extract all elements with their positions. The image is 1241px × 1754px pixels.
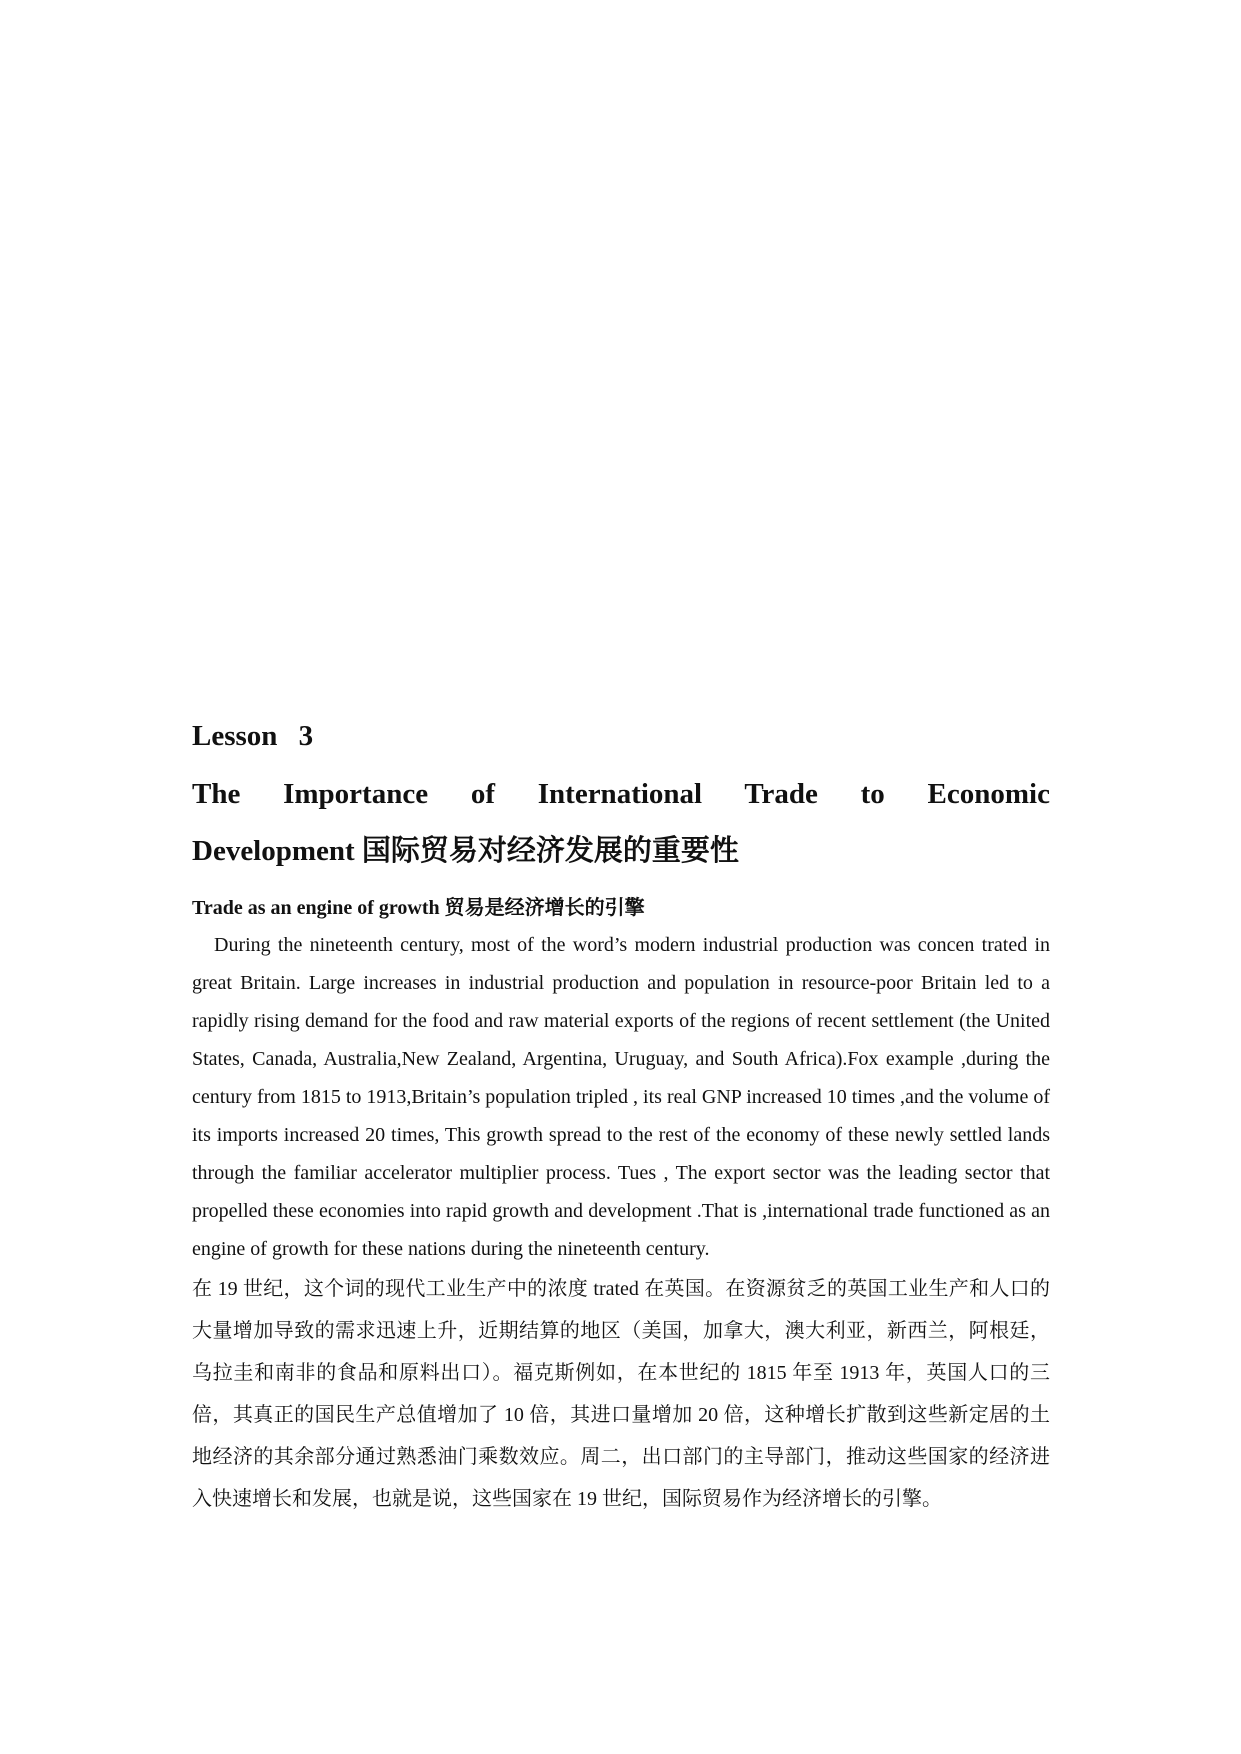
lesson-title — [192, 766, 1050, 880]
title-line-bilingual: Development 国际贸易对经济发展的重要性 — [192, 835, 739, 867]
document-page — [192, 716, 1050, 1520]
title-line-english: The Importance of International Trade to Economic — [192, 778, 1050, 810]
lesson-label: Lesson 3 — [192, 720, 314, 752]
section-heading: Trade as an engine of growth 贸易是经济增长的引擎 — [192, 897, 645, 919]
chinese-paragraph: 在 19 世纪，这个词的现代工业生产中的浓度 trated 在英国。在资源贫乏的英国工业生产和人口的大量增加导致的需求迅速上升，近期结算的地区（美国，加拿大，澳大利亚，新西兰，阿根廷，乌拉圭和南非的食品和原料出口）。福克斯例如，在本世纪的 1815 年至 1913 年，英国人口的三倍，其真正的国民生产总值增加了 10 倍，其进口量增加 20 倍，这种增长扩散到这些新定居的土地经济的其余部分通过熟悉油门乘数效应。周二，出口部门的主导部门，推动这些国家的经济进入快速增长和发展，也就是说，这些国家在 19 世纪，国际贸易作为经济增长的引擎。 — [192, 1278, 1050, 1510]
english-paragraph: During the nineteenth century, most of the word’s modern industrial production was concen trated in great Britain. Large increases in industrial production and population in resource-poor Britain led to a rapidly rising demand for the food and raw material exports of the regions of recent settlement (the United States, Canada, Australia,New Zealand, Argentina, Uruguay, and South Africa).Fox example ,during the century from 1815 to 1913,Britain’s population tripled , its real GNP increased 10 times ,and the volume of its imports increased 20 times, This growth spread to the rest of the economy of these newly settled lands through the familiar accelerator multiplier process. Tues , The export sector was the leading sector that propelled these economies into rapid growth and development .That is ,international trade functioned as an engine of growth for these nations during the nineteenth century. — [192, 934, 1050, 1260]
